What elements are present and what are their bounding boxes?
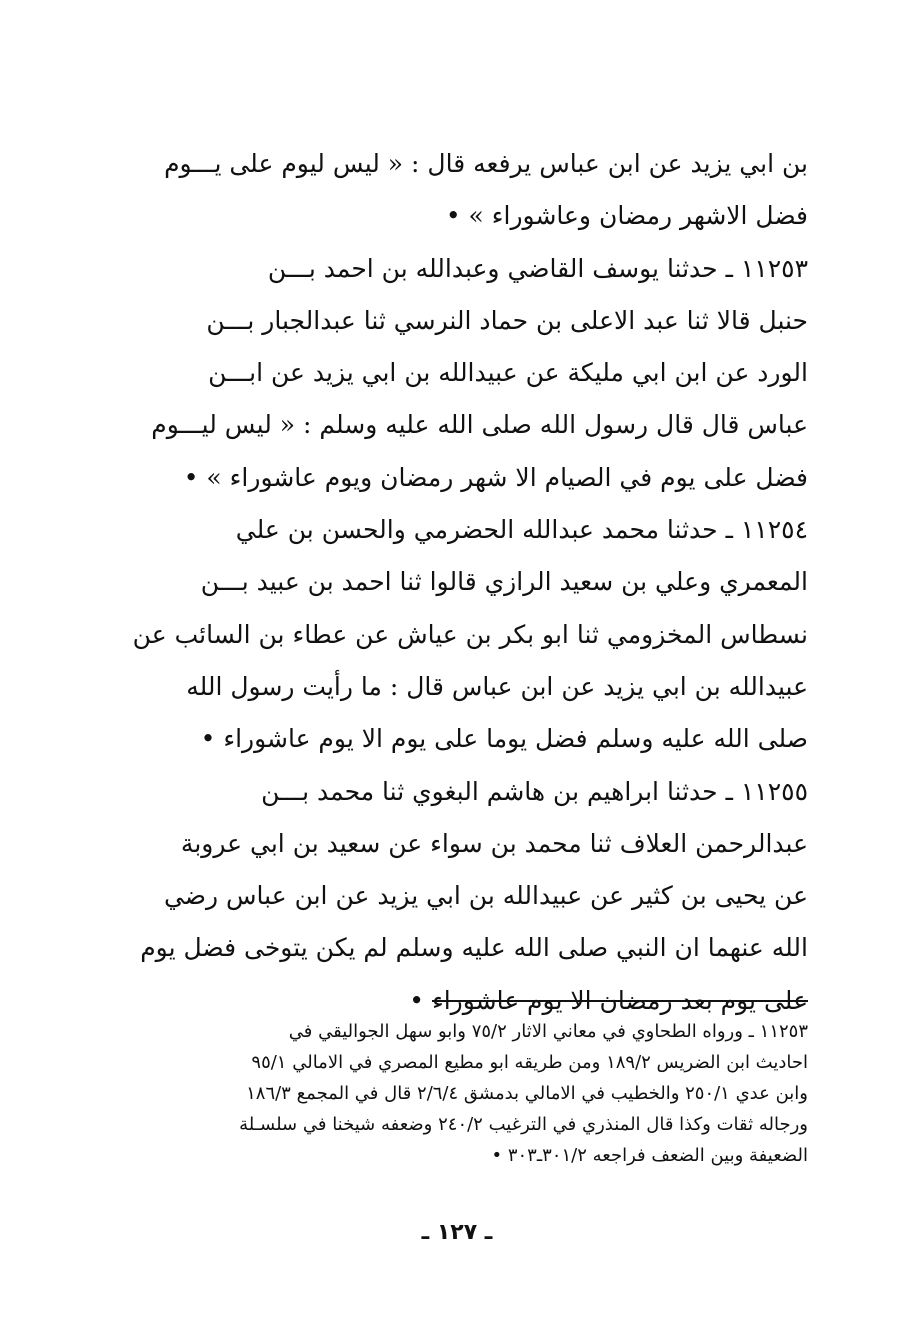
footnote-line: الضعيفة وبين الضعف فراجعه ٣٠١/٢ـ٣٠٣ • [491,1145,808,1166]
text-line: عبدالرحمن العلاف ثنا محمد بن سواء عن سعيد بن ابي عروبة [180,828,808,858]
hadith-11254-heading-line: ١١٢٥٤ ـ حدثنا محمد عبدالله الحضرمي والحسن بن علي [235,515,808,545]
text-line: عباس قال قال رسول الله صلى الله عليه وسلم : « ليس ليـــوم [151,410,808,440]
text-line: فضل الاشهر رمضان وعاشوراء » • [445,201,808,231]
text-line: صلى الله عليه وسلم فضل يوما على يوم الا يوم عاشوراء • [200,724,808,754]
text-line: بن ابي يزيد عن ابن عباس يرفعه قال : « ليس ليوم على يـــوم [164,149,808,178]
text-line: المعمري وعلي بن سعيد الرازي قالوا ثنا احمد بن عبيد بـــن [200,567,808,597]
footnote-line: وابن عدي ٢٥٠/١ والخطيب في الامالي بدمشق ٢/٦/٤ قال في المجمع ١٨٦/٣ [246,1083,808,1104]
text-line: فضل على يوم في الصيام الا شهر رمضان ويوم عاشوراء » • [183,462,808,492]
text-line: الله عنهما ان النبي صلى الله عليه وسلم لم يكن يتوخى فضل يوم [140,933,808,963]
text-line: على يوم بعد رمضان الا يوم عاشوراء • [409,985,808,1015]
text-line: الورد عن ابن ابي مليكة عن عبيدالله بن ابي يزيد عن ابـــن [208,358,808,388]
text-line: نسطاس المخزومي ثنا ابو بكر بن عياش عن عطاء بن السائب عن [132,619,808,649]
footnote-line: احاديث ابن الضريس ١٨٩/٢ ومن طريقه ابو مطيع المصري في الامالي ٩٥/١ [251,1052,808,1073]
footnote-line: ورجاله ثقات وكذا قال المنذري في الترغيب ٢٤٠/٢ وضعفه شيخنا في سلسـلة [239,1114,808,1135]
footnote-divider [432,1000,808,1002]
footnote-block [100,1016,808,1171]
text-line: عبيدالله بن ابي يزيد عن ابن عباس قال : ما رأيت رسول الله [186,671,808,701]
footnote-line: ١١٢٥٣ ـ ورواه الطحاوي في معاني الاثار ٧٥/٢ وابو سهل الجواليقي في [288,1021,808,1042]
hadith-11255-heading-line: ١١٢٥٥ ـ حدثنا ابراهيم بن هاشم البغوي ثنا محمد بـــن [261,776,808,806]
text-line: عن يحيى بن كثير عن عبيدالله بن ابي يزيد عن ابن عباس رضي [163,881,808,911]
hadith-11253-heading-line: ١١٢٥٣ ـ حدثنا يوسف القاضي وعبدالله بن احمد بـــن [267,253,808,283]
text-line: حنبل قالا ثنا عبد الاعلى بن حماد النرسي ثنا عبدالجبار بـــن [206,305,808,335]
page-number: ـ ١٢٧ ـ [421,1220,493,1245]
main-text-block [100,138,808,1027]
